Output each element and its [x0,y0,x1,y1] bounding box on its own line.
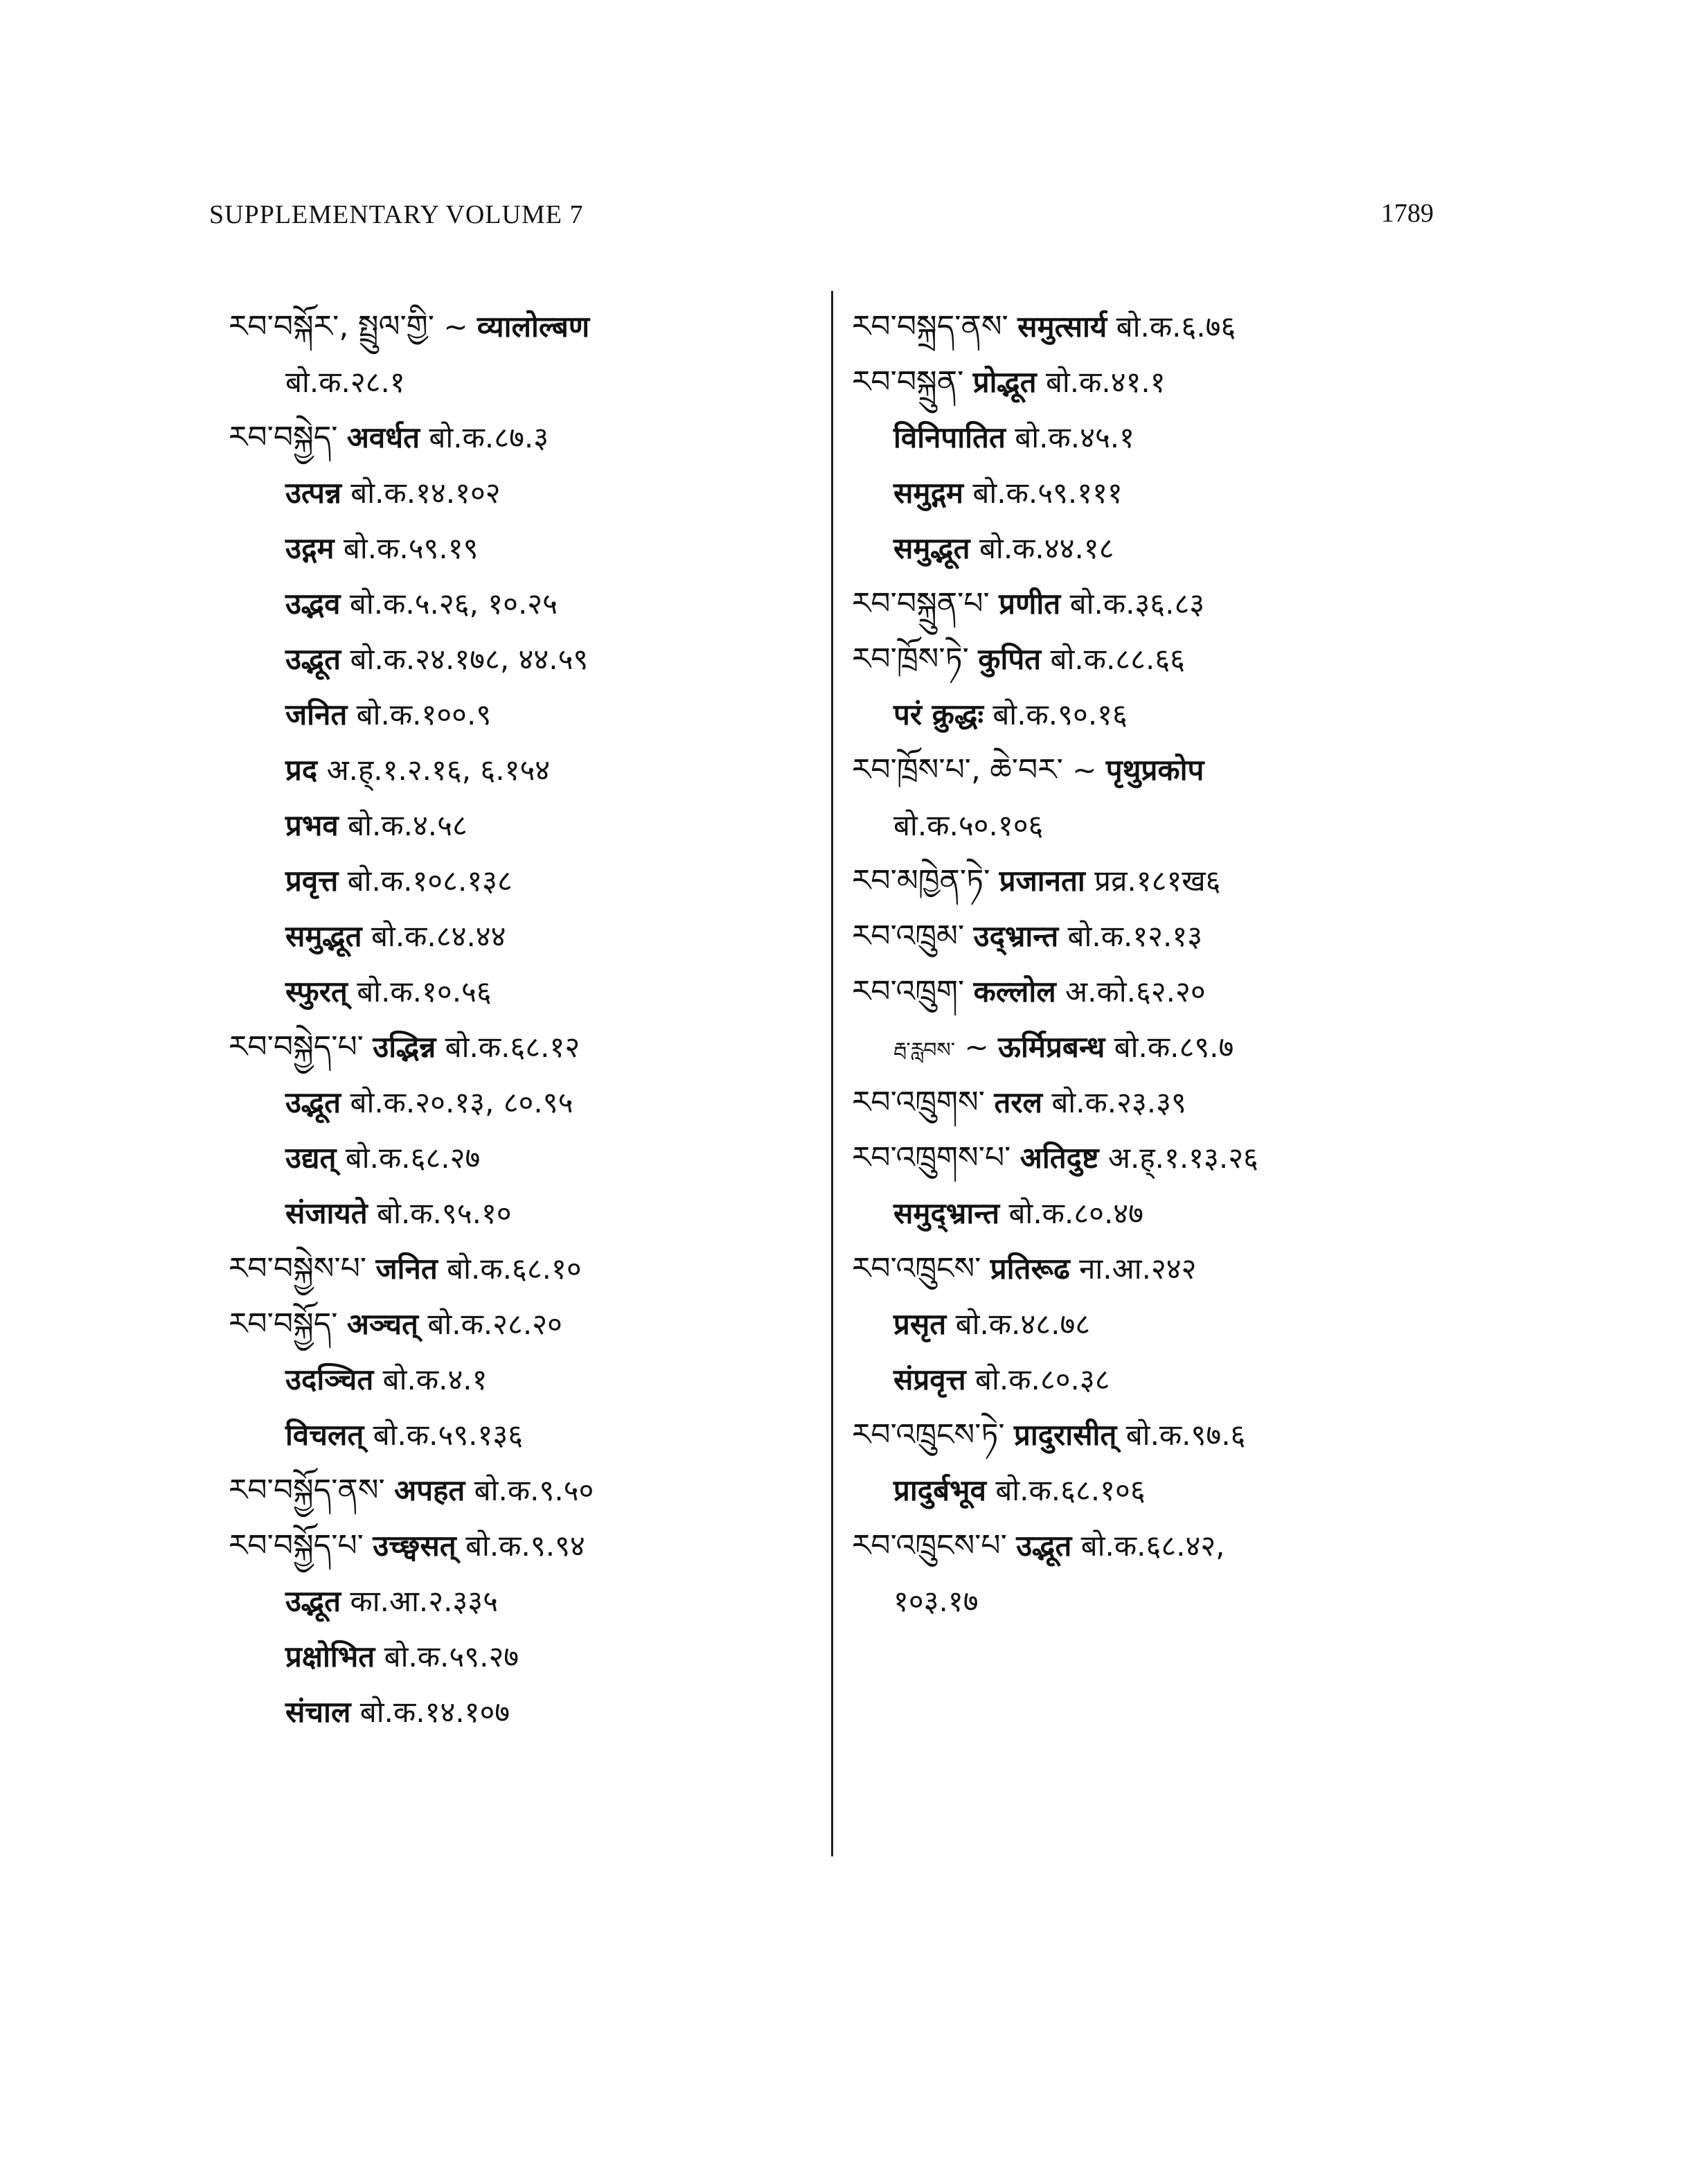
tibetan-term: རབ་ཁྲོས་ཏེ་ [852,641,969,677]
source-reference: बो.क.१४.१०७ [359,1695,510,1729]
source-reference: बो.क.८०.३८ [975,1362,1110,1396]
dictionary-entry-line [852,1020,1475,1075]
source-reference: प्रव्र.१८१ख६ [1094,864,1221,898]
source-reference: बो.क.५९.२७ [384,1640,519,1673]
sanskrit-headword: समुद्भूत [285,919,362,953]
sanskrit-headword: संजायते [285,1196,368,1230]
source-reference: अ.ह्.१.२.१६, ६.१५४ [326,753,551,787]
sanskrit-headword: तरल [994,1085,1042,1119]
source-reference: बो.क.६८.४२, [1080,1529,1225,1563]
dictionary-entry-line [852,1186,1475,1241]
sanskrit-headword: जनित [285,698,348,731]
tibetan-term: རབ་བསྐྱོད་ [229,1306,338,1342]
source-reference: बो.क.८९.७ [1114,1030,1234,1064]
source-reference: बो.क.८७.३ [429,420,549,454]
dictionary-entry-line [229,1408,803,1463]
source-reference: बो.क.३६.८३ [1069,587,1205,621]
source-reference: बो.क.४४.१८ [979,531,1114,565]
dictionary-entry-line [852,1408,1475,1463]
tibetan-term: རབ་འཁྲུམ་ [852,918,965,954]
dictionary-entry-line [852,576,1475,632]
sanskrit-headword: उद्यत् [285,1141,337,1175]
source-reference: बो.क.९७.६ [1125,1418,1246,1452]
sanskrit-headword: उद्भ्रान्त [973,919,1059,953]
running-header-title: SUPPLEMENTARY VOLUME 7 [209,200,584,229]
sanskrit-headword: संप्रवृत्त [893,1362,966,1396]
tilde-mark: ~ [1072,753,1097,787]
tibetan-term: རབ་མཁྱེན་ཏེ་ [852,863,990,898]
sanskrit-headword: उद्भव [285,587,341,621]
source-reference: बो.क.४१.१ [1045,365,1166,399]
source-reference: बो.क.४५.१ [1015,420,1134,454]
dictionary-entry-line [852,1574,1475,1629]
sanskrit-headword: समुद्भ्रान्त [893,1196,1000,1230]
sanskrit-headword: जनित [375,1252,438,1286]
dictionary-entry-line [852,743,1475,798]
sanskrit-headword: प्रतिरूढ [990,1252,1070,1286]
tibetan-term: རབ་འཁྲུག་ [852,974,965,1009]
tilde-mark: ~ [443,310,468,344]
dictionary-entry-line [229,521,803,576]
tibetan-term: རབ་འཁྲུངས་ [852,1251,981,1286]
tibetan-term: རབ་བསྐོར་, [229,309,349,344]
tibetan-compound: སྤྲུལ་གྱི་ [357,309,434,344]
sanskrit-headword: अतिदुष्ट [1019,1141,1099,1175]
left-column [229,299,803,1740]
dictionary-entry-line [229,1629,803,1685]
tibetan-term: རབ་ཁྲོས་པ་, [852,752,981,788]
dictionary-entry-line [229,1352,803,1408]
sanskrit-headword: समुद्भूत [893,531,970,565]
tibetan-compound: ཆེ་བར་ [990,752,1063,788]
tibetan-term: རབ་བསྐྲུན་ [852,364,964,400]
tilde-mark: ~ [964,1030,989,1064]
source-reference: बो.क.९५.१० [377,1196,512,1230]
source-reference: बो.क.५९.१९ [343,531,479,565]
dictionary-entry-line [229,465,803,521]
dictionary-entry-line [229,632,803,687]
source-reference: बो.क.५९.१३६ [373,1418,524,1452]
sanskrit-headword: स्फुरत् [285,975,348,1009]
dictionary-entry-line [852,909,1475,964]
sanskrit-headword: उद्भूत [285,1085,341,1119]
dictionary-entry-line [229,1518,803,1574]
sanskrit-headword: उद्भूत [285,1584,341,1618]
sanskrit-headword: उद्भिन्न [373,1030,436,1064]
dictionary-entry-line [852,1297,1475,1352]
source-reference: बो.क.८४.४४ [371,919,506,953]
tibetan-compound: རྦ་རླབས་ [893,1038,956,1063]
sanskrit-headword: विचलत् [285,1418,364,1452]
page-number: 1789 [1381,199,1434,228]
sanskrit-headword: पृथुप्रकोप [1105,753,1204,787]
tibetan-term: རབ་འཁྲུགས་ [852,1085,985,1120]
dictionary-entry-line [229,798,803,853]
source-reference: अ.को.६२.२० [1065,975,1206,1009]
dictionary-entry-line [229,743,803,798]
source-reference: बो.क.६८.१०६ [995,1473,1146,1507]
source-reference: बो.क.२३.३९ [1051,1085,1186,1119]
tibetan-term: རབ་འཁྲུགས་པ་ [852,1140,1011,1175]
column-divider [831,291,833,1856]
dictionary-entry-line [229,853,803,909]
source-reference: बो.क.८८.६६ [1050,642,1186,676]
dictionary-entry-line [229,299,803,355]
sanskrit-headword: प्रद [285,753,318,787]
dictionary-entry-line [852,1130,1475,1186]
sanskrit-headword: कल्लोल [973,975,1056,1009]
dictionary-entry-line [852,1352,1475,1408]
sanskrit-headword: व्यालोल्बण [477,310,590,344]
dictionary-entry-line [229,1241,803,1297]
source-reference: बो.क.१०.५६ [357,975,492,1009]
tibetan-term: རབ་བསྐྲད་ནས་ [852,309,1008,344]
dictionary-entry-line [229,1574,803,1629]
tibetan-term: རབ་འཁྲུངས་པ་ [852,1528,1007,1563]
source-reference: बो.क.५०.१०६ [893,808,1044,842]
source-reference: का.आ.२.३३५ [350,1584,498,1618]
sanskrit-headword: उत्पन्न [285,476,341,510]
dictionary-entry-line [229,576,803,632]
dictionary-entry-line [852,1518,1475,1574]
dictionary-entry-line [852,853,1475,909]
dictionary-entry-line [852,355,1475,410]
dictionary-entry-line [229,1020,803,1075]
sanskrit-headword: प्रसृत [893,1307,947,1341]
source-reference: १०३.१७ [893,1584,979,1618]
dictionary-entry-line [229,1297,803,1352]
tibetan-term: རབ་བསྐྲུན་པ་ [852,586,990,621]
sanskrit-headword: ऊर्मिप्रबन्ध [998,1030,1105,1064]
source-reference: बो.क.९.५० [474,1473,594,1507]
tibetan-term: རབ་བསྐྱེས་པ་ [229,1251,367,1286]
dictionary-entry-line [852,410,1475,465]
source-reference: बो.क.१००.९ [356,698,492,731]
source-reference: बो.क.२०.१३, ८०.९५ [350,1085,573,1119]
sanskrit-headword: समुद्गम [893,476,964,510]
dictionary-entry-line [229,964,803,1020]
dictionary-entry-line [229,909,803,964]
sanskrit-headword: उद्भूत [285,642,341,676]
sanskrit-headword: प्रोद्भूत [972,365,1037,399]
dictionary-entry-line [852,521,1475,576]
dictionary-entry-line [229,355,803,410]
source-reference: बो.क.२४.१७८, ४४.५९ [350,642,589,676]
source-reference: बो.क.६.७६ [1116,310,1236,344]
dictionary-entry-line [229,1186,803,1241]
sanskrit-headword: विनिपातित [893,420,1006,454]
source-reference: बो.क.४.१ [382,1362,488,1396]
tibetan-term: རབ་བསྐྱོད་ནས་ [229,1473,385,1508]
dictionary-entry-line [852,1075,1475,1130]
sanskrit-headword: संचाल [285,1695,351,1729]
source-reference: बो.क.९.९४ [465,1529,585,1563]
dictionary-entry-line [852,1241,1475,1297]
source-reference: बो.क.५९.१११ [972,476,1123,510]
tibetan-term: རབ་བསྐྱེད་ [229,420,338,455]
dictionary-entry-line [229,687,803,743]
source-reference: बो.क.४८.७८ [955,1307,1091,1341]
source-reference: बो.क.१०८.१३८ [347,864,513,898]
source-reference: बो.क.२८.२० [427,1307,562,1341]
dictionary-entry-line [852,964,1475,1020]
dictionary-entry-line [852,299,1475,355]
sanskrit-headword: उद्गम [285,531,335,565]
sanskrit-headword: अवर्धत [346,420,420,454]
sanskrit-headword: प्रादुरासीत् [1013,1418,1117,1452]
dictionary-entry-line [229,1685,803,1740]
source-reference: बो.क.६८.१० [447,1252,582,1286]
tibetan-term: རབ་བསྐྱོད་པ་ [229,1528,364,1563]
sanskrit-headword: प्रवृत्त [285,864,339,898]
sanskrit-headword: प्रभव [285,808,339,842]
dictionary-entry-line [229,1075,803,1130]
source-reference: बो.क.४.५८ [348,808,467,842]
source-reference: बो.क.६८.२७ [345,1141,481,1175]
sanskrit-headword: अञ्चत् [346,1307,418,1341]
source-reference: बो.क.१२.१३ [1067,919,1203,953]
source-reference: बो.क.५.२६, १०.२५ [349,587,558,621]
sanskrit-headword: परं क्रुद्धः [893,698,983,731]
sanskrit-headword: प्रादुर्बभूव [893,1473,986,1507]
sanskrit-headword: समुत्सार्य [1017,310,1107,344]
sanskrit-headword: कुपित [978,642,1042,676]
source-reference: बो.क.२८.१ [285,365,405,399]
source-reference: बो.क.८०.४७ [1008,1196,1143,1230]
right-column [852,299,1475,1629]
dictionary-entry-line [229,1463,803,1518]
source-reference: ना.आ.२४२ [1079,1252,1197,1286]
sanskrit-headword: उच्छ्वसत् [373,1529,456,1563]
source-reference: बो.क.१४.१०२ [350,476,501,510]
dictionary-entry-line [229,410,803,465]
dictionary-entry-line [852,632,1475,687]
dictionary-entry-line [229,1130,803,1186]
source-reference: अ.ह्.१.१३.२६ [1107,1141,1258,1175]
sanskrit-headword: प्रक्षोभित [285,1640,375,1673]
sanskrit-headword: प्रणीत [999,587,1061,621]
sanskrit-headword: अपहत [394,1473,465,1507]
sanskrit-headword: उद्भूत [1016,1529,1072,1563]
tibetan-term: རབ་བསྐྱེད་པ་ [229,1029,364,1065]
source-reference: बो.क.९०.१६ [992,698,1128,731]
source-reference: बो.क.६८.१२ [445,1030,580,1064]
dictionary-entry-line [852,798,1475,853]
dictionary-entry-line [852,465,1475,521]
dictionary-entry-line [852,1463,1475,1518]
tibetan-term: རབ་འཁྲུངས་ཏེ་ [852,1417,1005,1453]
dictionary-entry-line [852,687,1475,743]
sanskrit-headword: उदञ्चित [285,1362,374,1396]
sanskrit-headword: प्रजानता [999,864,1085,898]
